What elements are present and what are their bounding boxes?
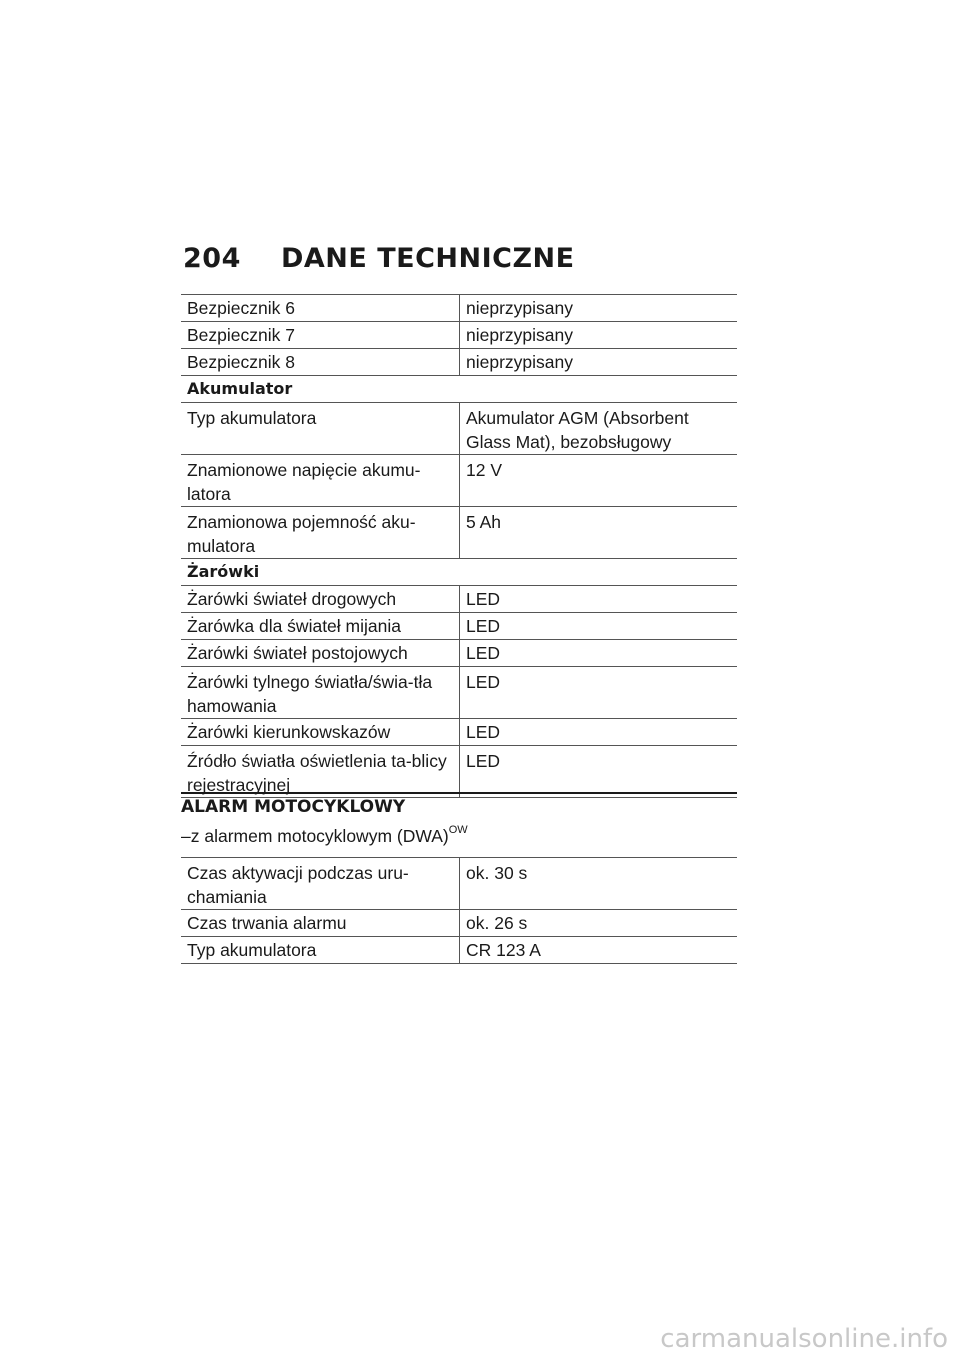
table-row: [181, 667, 737, 719]
spec-label: Żarówka dla świateł mijania: [181, 613, 460, 640]
table-row: [181, 719, 737, 746]
spec-label: Źródło światła oświetlenia ta-blicy rejestracyjnej: [181, 746, 460, 798]
equipment-code: OW: [448, 824, 468, 836]
spec-label: Czas aktywacji podczas uru-chamiania: [181, 858, 460, 910]
spec-value: nieprzypisany: [460, 349, 738, 376]
spec-table-electrical: [181, 294, 737, 798]
table-row: [181, 937, 737, 964]
spec-value: Akumulator AGM (Absorbent Glass Mat), bezobsługowy: [460, 403, 738, 455]
spec-label: Żarówki świateł drogowych: [181, 586, 460, 613]
table-section-row: [181, 559, 737, 586]
spec-value: LED: [460, 586, 738, 613]
spec-value: LED: [460, 640, 738, 667]
section-heading-alarm: ALARM MOTOCYKLOWY: [181, 792, 737, 817]
spec-value: LED: [460, 746, 738, 798]
section-label-bulbs: Żarówki: [181, 559, 737, 586]
spec-label: Bezpiecznik 8: [181, 349, 460, 376]
spec-value: ok. 26 s: [460, 910, 738, 937]
equipment-note-text: –z alarmem motocyklowym (DWA): [181, 826, 449, 846]
spec-value: LED: [460, 719, 738, 746]
table-row: [181, 403, 737, 455]
table-row: [181, 455, 737, 507]
spec-label: Typ akumulatora: [181, 403, 460, 455]
table-row: [181, 910, 737, 937]
spec-value: LED: [460, 667, 738, 719]
spec-label: Żarówki kierunkowskazów: [181, 719, 460, 746]
spec-value: LED: [460, 613, 738, 640]
spec-label: Żarówki tylnego światła/świa-tła hamowania: [181, 667, 460, 719]
table-row: [181, 746, 737, 798]
section-label-battery: Akumulator: [181, 376, 737, 403]
spec-value: ok. 30 s: [460, 858, 738, 910]
watermark: carmanualsonline.info: [660, 1324, 948, 1354]
page-header: [183, 243, 575, 274]
spec-label: Żarówki świateł postojowych: [181, 640, 460, 667]
spec-label: Bezpiecznik 6: [181, 295, 460, 322]
table-section-row: [181, 376, 737, 403]
table-row: [181, 613, 737, 640]
spec-value: nieprzypisany: [460, 295, 738, 322]
spec-label: Czas trwania alarmu: [181, 910, 460, 937]
page-title: DANE TECHNICZNE: [281, 243, 575, 274]
table-row: [181, 295, 737, 322]
table-row: [181, 349, 737, 376]
spec-label: Znamionowe napięcie akumu-latora: [181, 455, 460, 507]
page-number: 204: [183, 243, 241, 274]
spec-table-alarm: [181, 857, 737, 964]
table-row: [181, 640, 737, 667]
equipment-note: [181, 824, 468, 847]
spec-value: 5 Ah: [460, 507, 738, 559]
spec-value: CR 123 A: [460, 937, 738, 964]
table-row: [181, 322, 737, 349]
spec-label: Typ akumulatora: [181, 937, 460, 964]
spec-value: 12 V: [460, 455, 738, 507]
table-row: [181, 507, 737, 559]
table-row: [181, 858, 737, 910]
spec-label: Bezpiecznik 7: [181, 322, 460, 349]
table-row: [181, 586, 737, 613]
spec-value: nieprzypisany: [460, 322, 738, 349]
spec-label: Znamionowa pojemność aku-mulatora: [181, 507, 460, 559]
